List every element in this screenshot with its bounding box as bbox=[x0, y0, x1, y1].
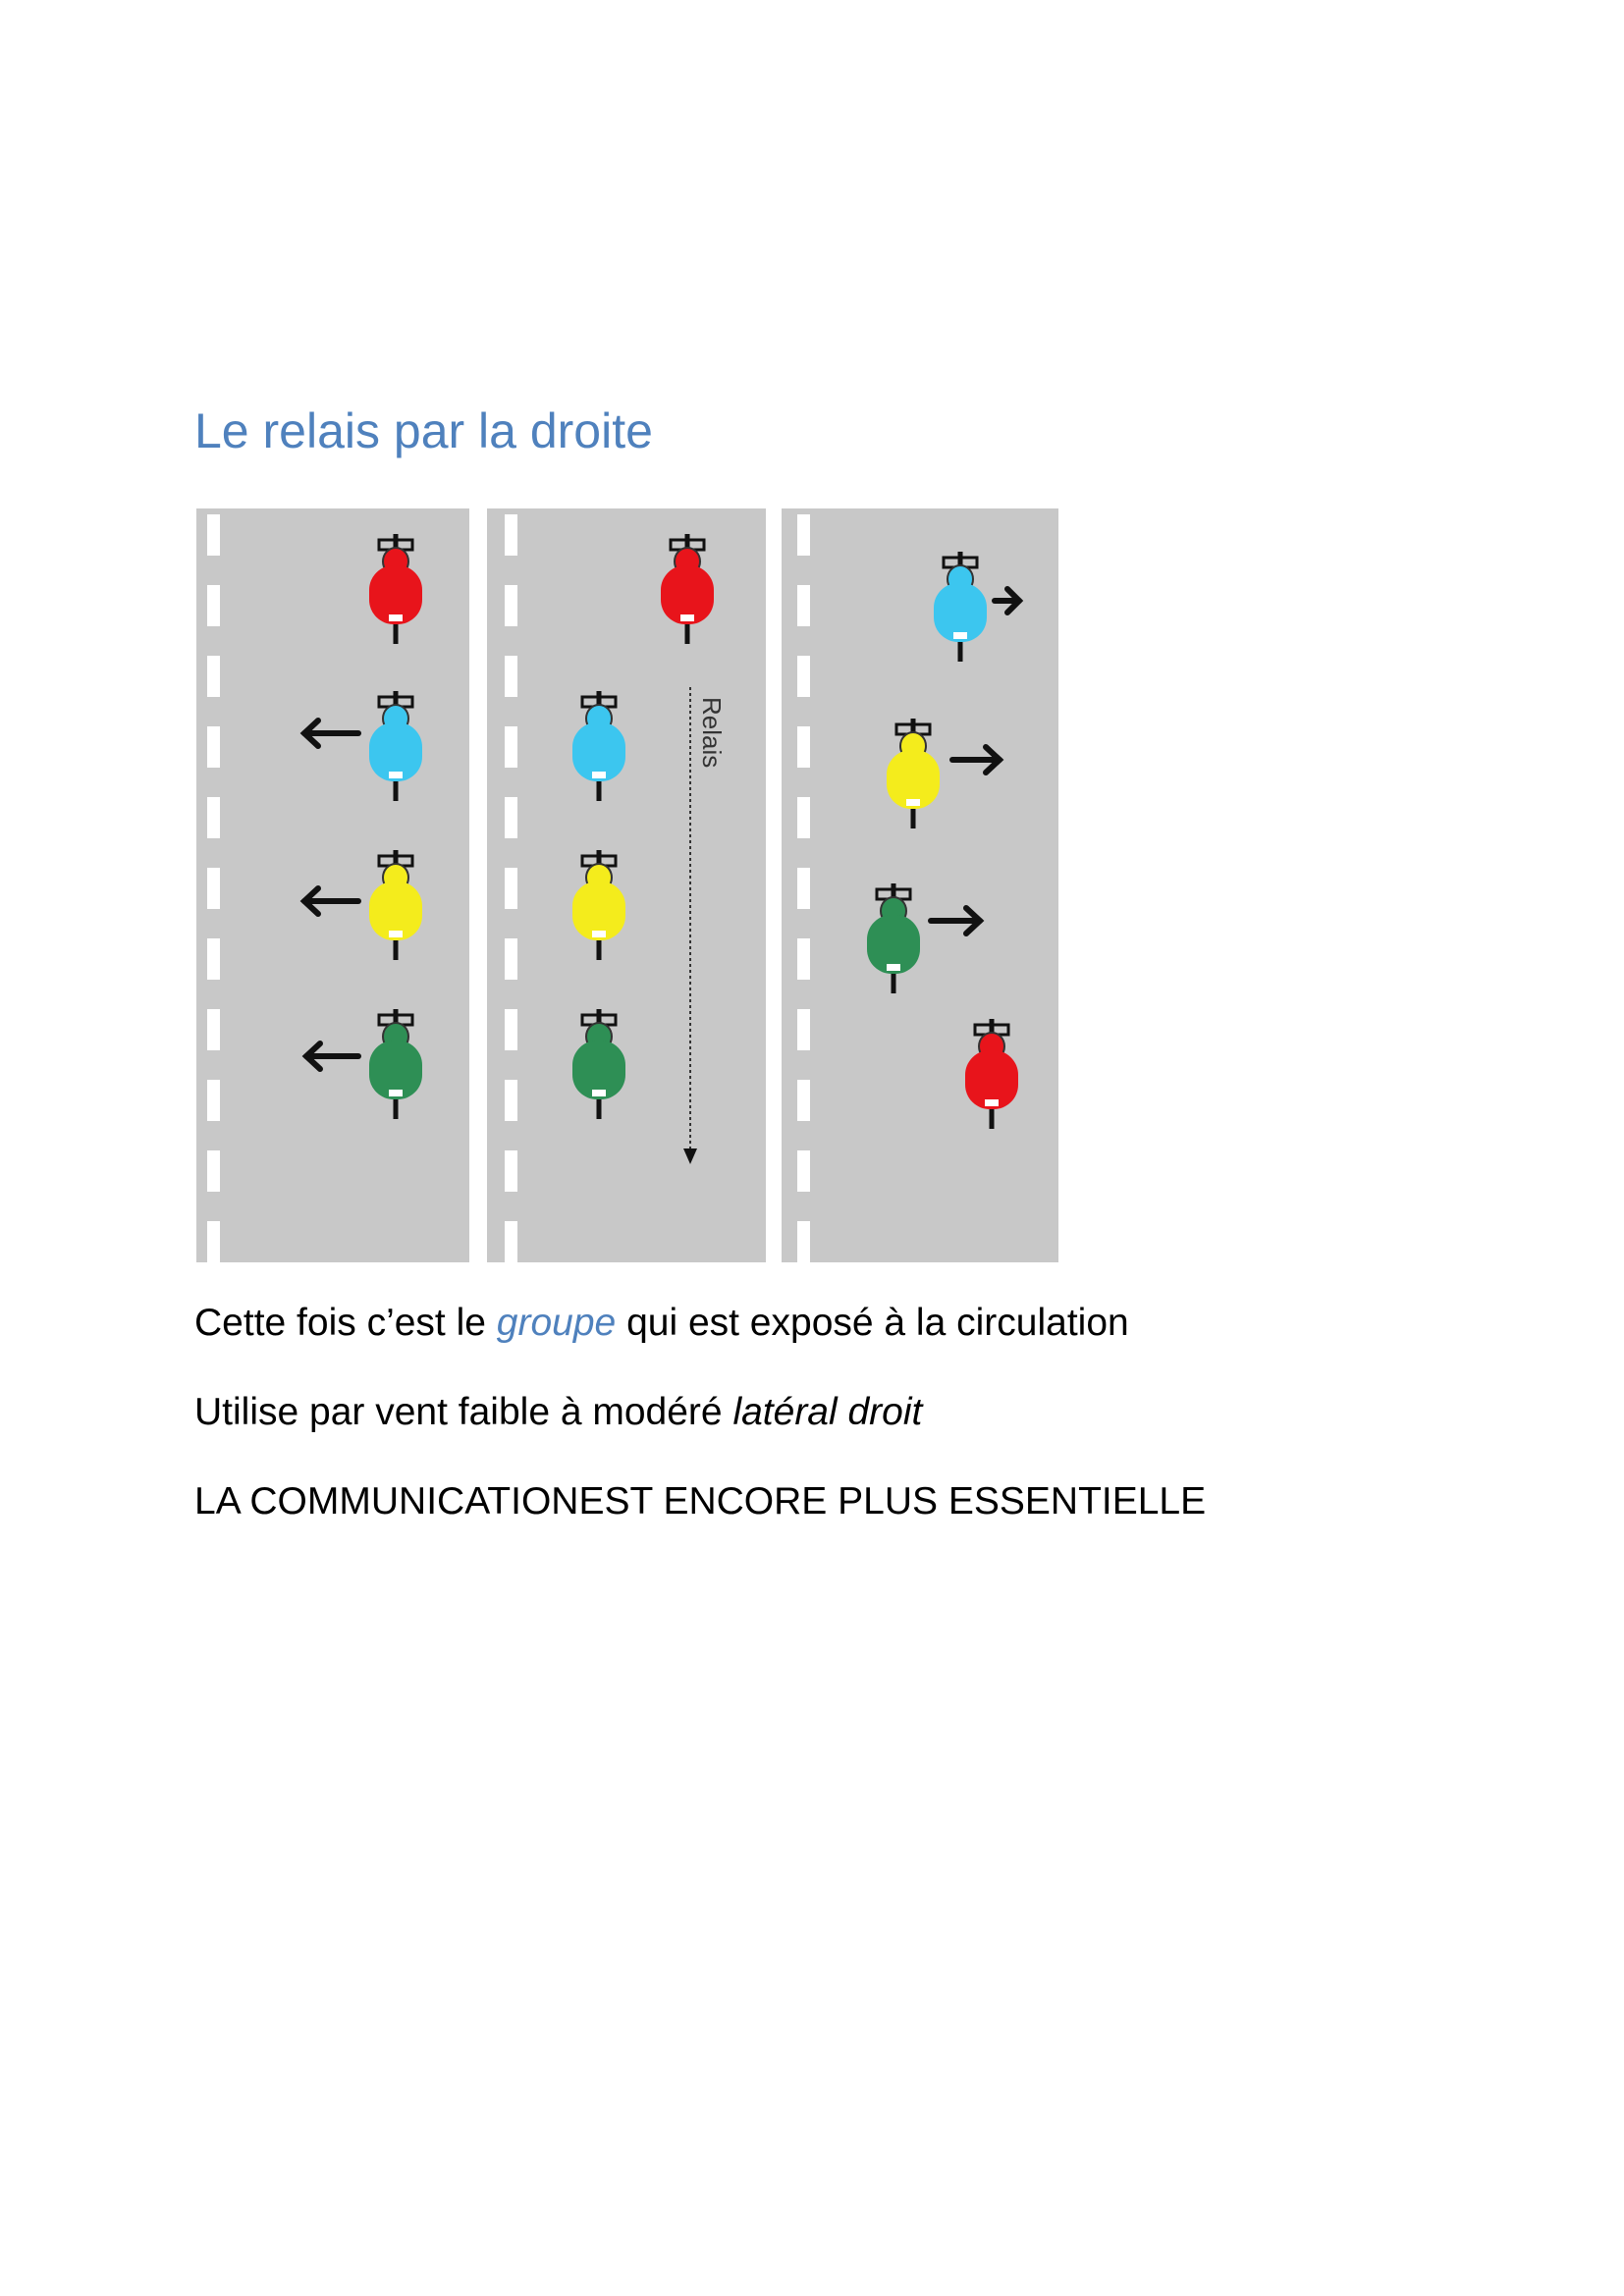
p1-emphasis: groupe bbox=[496, 1302, 617, 1344]
p1-after: qui est exposé à la circulation bbox=[616, 1302, 1129, 1344]
paragraph-communication: LA COMMUNICATIONEST ENCORE PLUS ESSENTIELLE bbox=[194, 1480, 1207, 1522]
p1-before: Cette fois c’est le bbox=[194, 1302, 497, 1344]
road-panel-3 bbox=[782, 508, 1058, 1262]
relay-diagram-svg bbox=[196, 508, 1058, 1262]
p2-emphasis: latéral droit bbox=[732, 1391, 923, 1433]
road-panel-2 bbox=[487, 508, 766, 1262]
p2-before: Utilise par vent faible à modéré bbox=[194, 1391, 733, 1433]
paragraph-exposure bbox=[194, 1301, 1129, 1347]
relay-diagram bbox=[196, 508, 1058, 1262]
road-panel-1 bbox=[196, 508, 469, 1262]
paragraph-wind bbox=[194, 1390, 922, 1436]
relay-label: Relais bbox=[697, 697, 727, 769]
page-heading: Le relais par la droite bbox=[194, 403, 653, 458]
